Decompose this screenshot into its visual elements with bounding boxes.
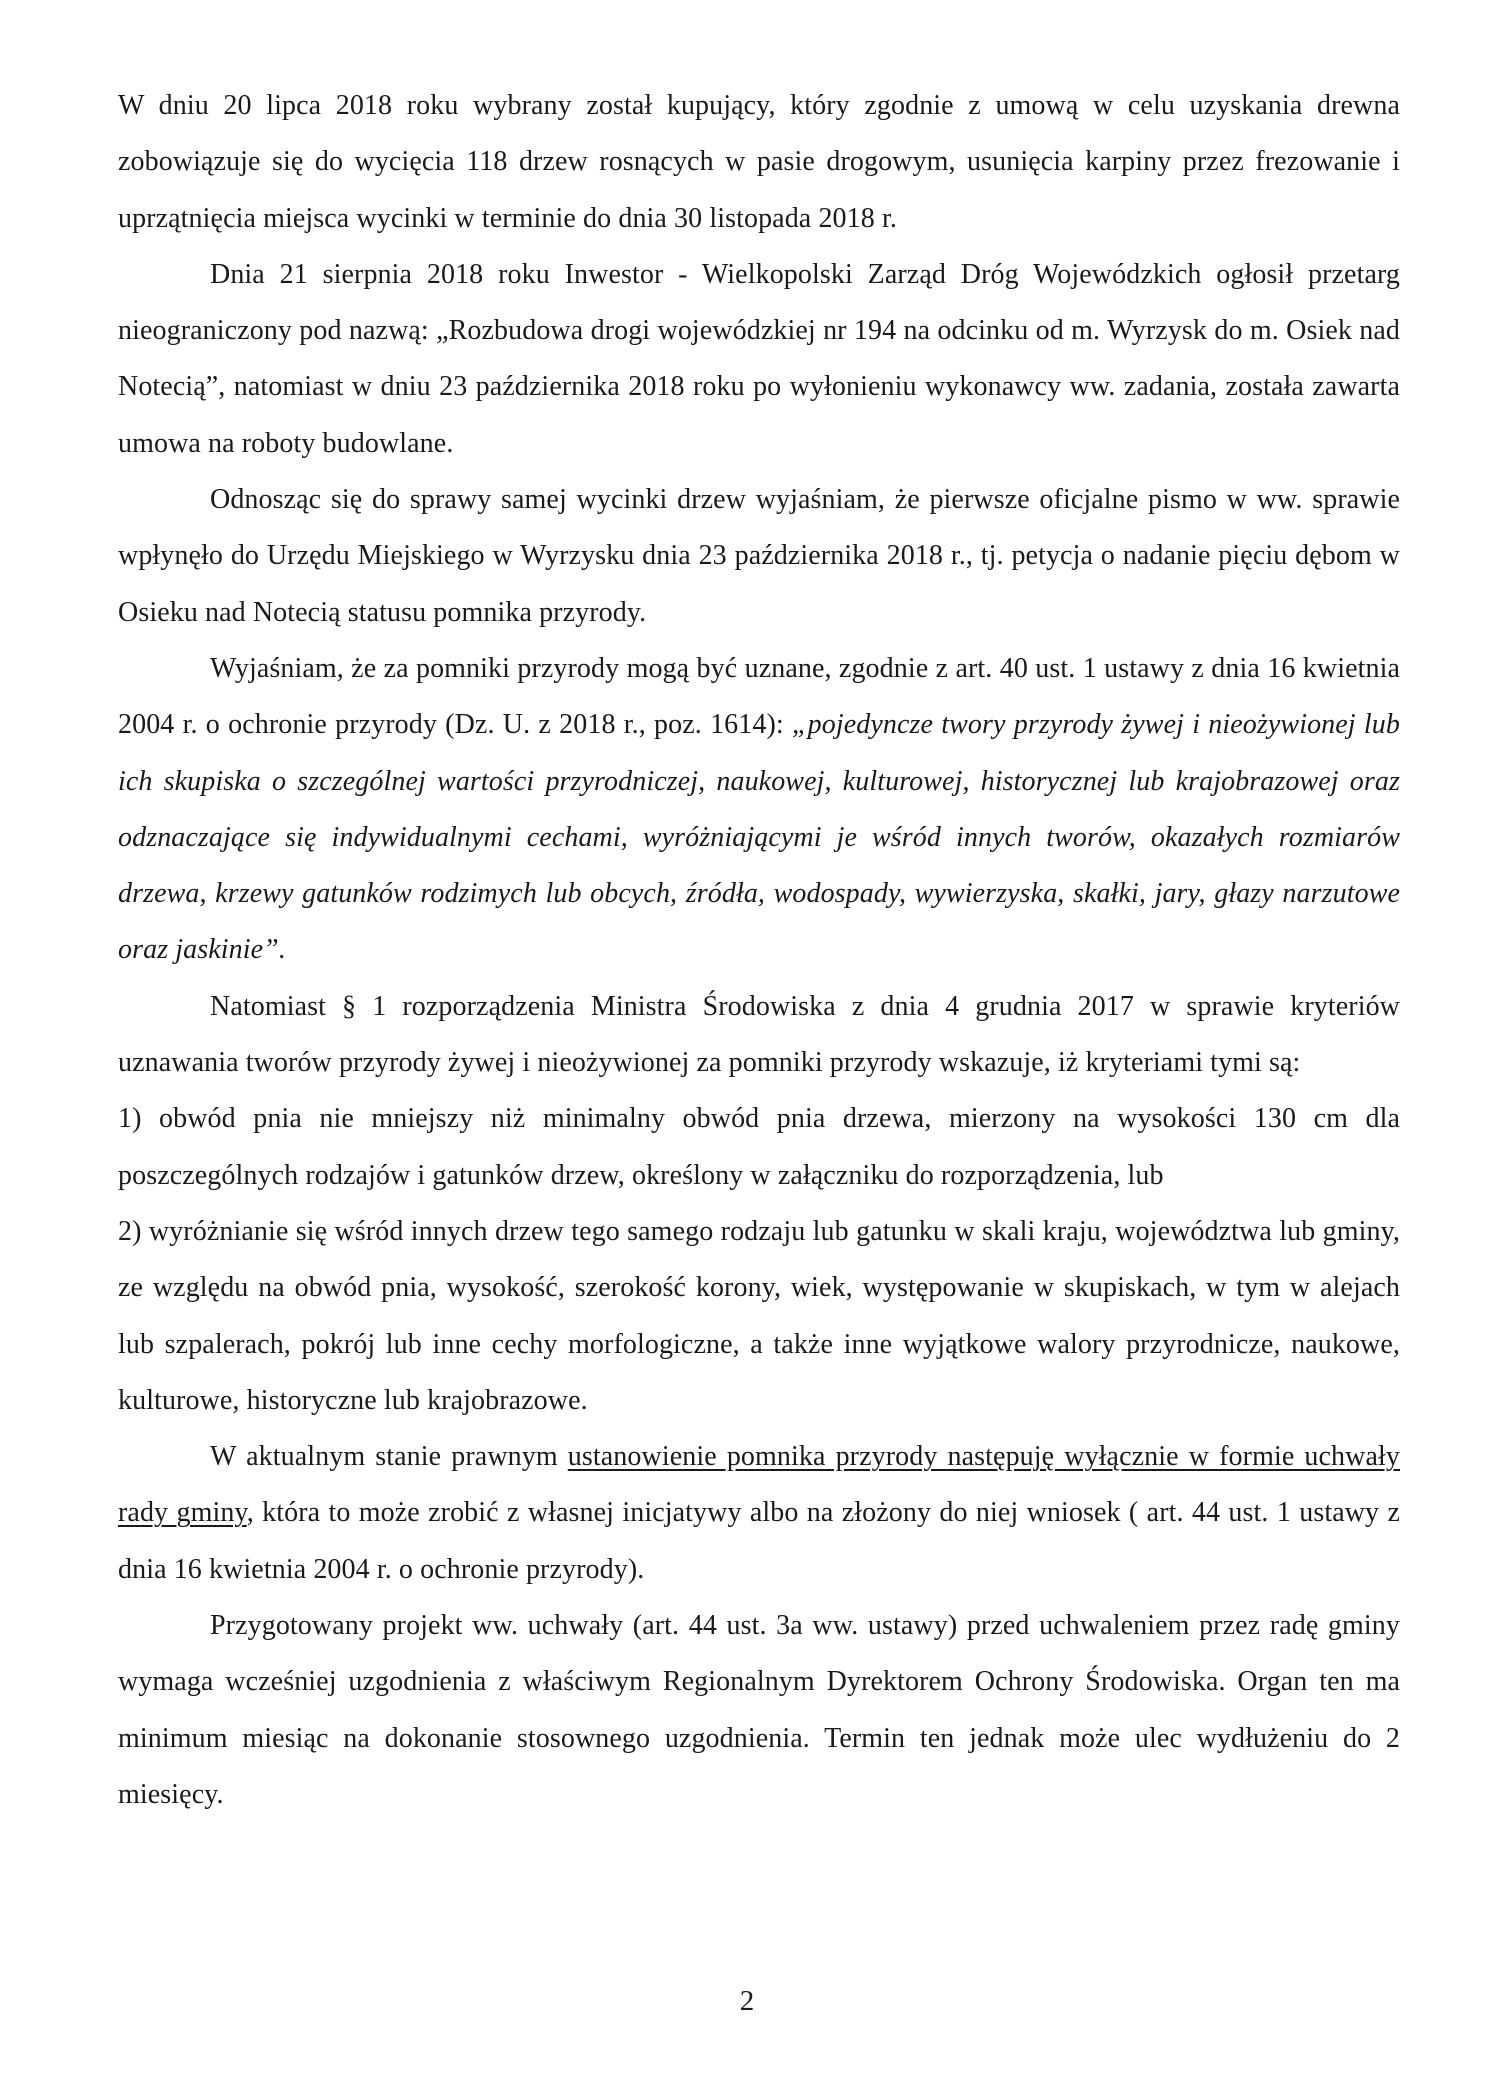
- legal-state-end: , która to może zrobić z własnej inicjatywy albo na złożony do niej wniosek ( art. 44 ust. 1 ustawy z dnia 16 kwietnia 2004 r. o ochronie przyrody).: [118, 1497, 1400, 1585]
- document-body: [118, 78, 1400, 1823]
- paragraph-legal-state: [118, 1429, 1400, 1598]
- paragraph-tender: Dnia 21 sierpnia 2018 roku Inwestor - Wielkopolski Zarząd Dróg Wojewódzkich ogłosił przetarg nieograniczony pod nazwą: „Rozbudowa drogi wojewódzkiej nr 194 na odcinku od m. Wyrzysk do m. Osiek nad Notecią”, natomiast w dniu 23 października 2018 roku po wyłonieniu wykonawcy ww. zadania, została zawarta umowa na roboty budowlane.: [118, 258, 1400, 459]
- paragraph-buyer-selection: W dniu 20 lipca 2018 roku wybrany został kupujący, który zgodnie z umową w celu uzyskania drewna zobowiązuje się do wycięcia 118 drzew rosnących w pasie drogowym, usunięcia karpiny przez frezowanie i uprzątnięcia miejsca wycinki w terminie do dnia 30 listopada 2018 r.: [118, 90, 1400, 234]
- criterion-item-2: 2) wyróżnianie się wśród innych drzew tego samego rodzaju lub gatunku w skali kraju, województwa lub gminy, ze względu na obwód pnia, wysokość, szerokość korony, wiek, występowanie w skupiskach, w tym w alejach lub szpalerach, pokrój lub inne cechy morfologiczne, a także inne wyjątkowe walory przyrodnicze, naukowe, kulturowe, historyczne lub krajobrazowe.: [118, 1215, 1400, 1416]
- paragraph-first-letter: Odnosząc się do sprawy samej wycinki drzew wyjaśniam, że pierwsze oficjalne pismo w ww. sprawie wpłynęło do Urzędu Miejskiego w Wyrzysku dnia 23 października 2018 r., tj. petycja o nadanie pięciu dębom w Osieku nad Notecią statusu pomnika przyrody.: [118, 484, 1400, 628]
- paragraph-nature-monuments-definition: [118, 641, 1400, 979]
- criterion-item-1: 1) obwód pnia nie mniejszy niż minimalny obwód pnia drzewa, mierzony na wysokości 130 cm dla poszczególnych rodzajów i gatunków drzew, określony w załączniku do rozporządzenia, lub: [118, 1103, 1400, 1191]
- definition-intro: Wyjaśniam, że za pomniki przyrody mogą być uznane, zgodnie z art. 40 ust. 1 ustawy z dnia 16 kwietnia 2004 r. o ochronie przyrody (Dz. U. z 2018 r., poz. 1614):: [118, 652, 1400, 741]
- definition-quote: „pojedyncze twory przyrody żywej i nieożywionej lub ich skupiska o szczególnej wartości przyrodniczej, naukowej, kulturowej, historycznej lub krajobrazowej oraz odznaczające się indywidualnymi cechami, wyróżniającymi je wśród innych tworów, okazałych rozmiarów drzewa, krzewy gatunków rodzimych lub obcych, źródła, wodospady, wywierzyska, skałki, jary, głazy narzutowe oraz jaskinie”.: [118, 709, 1400, 966]
- legal-state-underlined: ustanowienie pomnika przyrody następuję wyłącznie w formie uchwały rady gminy: [118, 1441, 1400, 1529]
- page-number: 2: [739, 1985, 755, 2017]
- paragraph-draft-resolution: Przygotowany projekt ww. uchwały (art. 44 ust. 3a ww. ustawy) przed uchwaleniem przez radę gminy wymaga wcześniej uzgodnienia z właściwym Regionalnym Dyrektorem Ochrony Środowiska. Organ ten ma minimum miesiąc na dokonanie stosownego uzgodnienia. Termin ten jednak może ulec wydłużeniu do 2 miesięcy.: [118, 1610, 1400, 1810]
- paragraph-regulation-criteria: Natomiast § 1 rozporządzenia Ministra Środowiska z dnia 4 grudnia 2017 w sprawie kryteriów uznawania tworów przyrody żywej i nieożywionej za pomniki przyrody wskazuje, iż kryteriami tymi są:: [118, 990, 1400, 1079]
- legal-state-start: W aktualnym stanie prawnym: [210, 1441, 568, 1473]
